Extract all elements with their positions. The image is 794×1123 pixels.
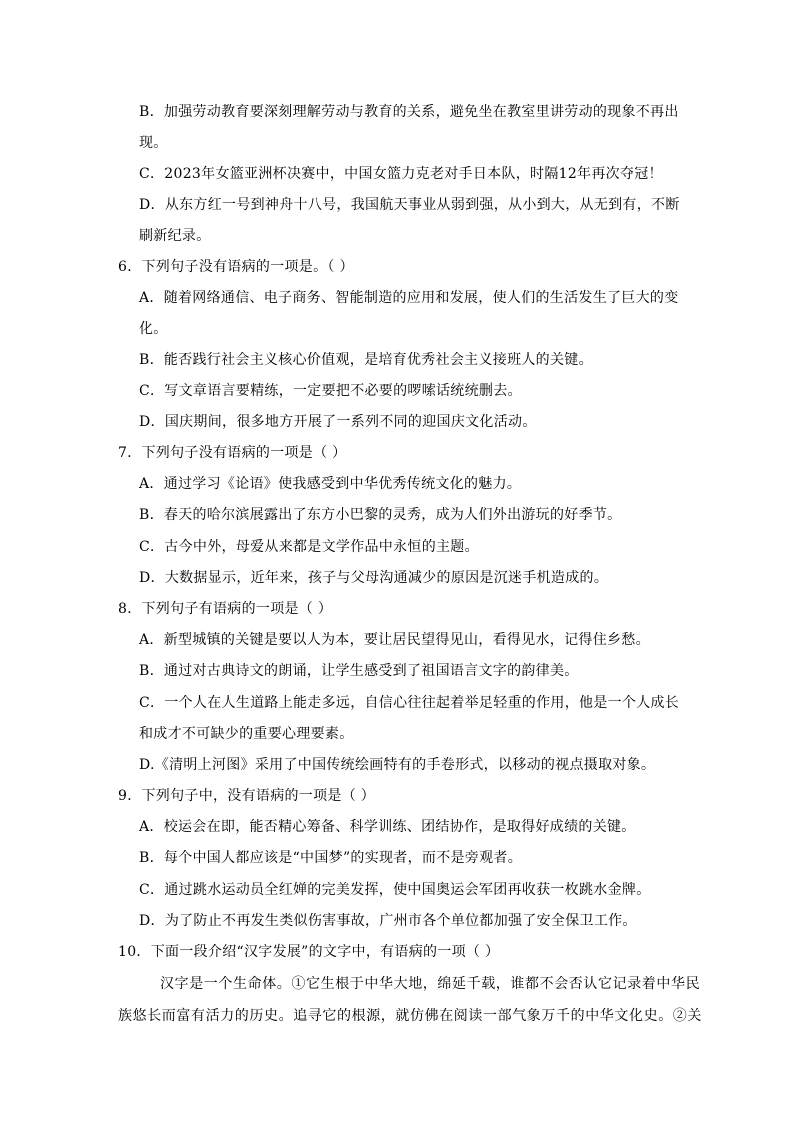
question-8: 8．下列句子有语病的一项是（ ） bbox=[118, 601, 333, 617]
q5-option-d-line2: 刷新纪录。 bbox=[139, 228, 211, 244]
q6-option-c: C．写文章语言要精练，一定要把不必要的啰嗦话统统删去。 bbox=[139, 383, 522, 399]
q6-option-a-line2: 化。 bbox=[139, 321, 168, 337]
q6-option-d: D．国庆期间，很多地方开展了一系列不同的迎国庆文化活动。 bbox=[139, 414, 537, 430]
q7-option-d: D．大数据显示，近年来，孩子与父母沟通减少的原因是沉迷手机造成的。 bbox=[139, 570, 609, 586]
q5-option-b-line1: B．加强劳动教育要深刻理解劳动与教育的关系，避免坐在教室里讲劳动的现象不再出 bbox=[139, 104, 679, 120]
q5-option-d-line1: D．从东方红一号到神舟十八号，我国航天事业从弱到强，从小到大，从无到有，不断 bbox=[139, 197, 680, 213]
q9-option-c: C．通过跳水运动员全红婵的完美发挥，使中国奥运会军团再收获一枚跳水金牌。 bbox=[139, 882, 651, 898]
q8-option-c-line1: C．一个人在人生道路上能走多远，自信心往往起着举足轻重的作用，他是一个人成长 bbox=[139, 695, 680, 711]
q7-option-c: C．古今中外，母爱从来都是文学作品中永恒的主题。 bbox=[139, 539, 479, 555]
q8-option-c-line2: 和成才不可缺少的重要心理要素。 bbox=[139, 726, 354, 742]
q5-option-c: C．2023年女篮亚洲杯决赛中，中国女篮力克老对手日本队，时隔12年再次夺冠！ bbox=[139, 166, 663, 182]
q7-option-b: B．春天的哈尔滨展露出了东方小巴黎的灵秀，成为人们外出游玩的好季节。 bbox=[139, 507, 622, 523]
question-7: 7．下列句子没有语病的一项是（ ） bbox=[118, 445, 347, 461]
q9-option-a: A．校运会在即，能否精心筹备、科学训练、团结协作，是取得好成绩的关键。 bbox=[139, 819, 636, 835]
q5-option-b-line2: 现。 bbox=[139, 135, 168, 151]
q8-option-a: A．新型城镇的关键是要以人为本，要让居民望得见山，看得见水，记得住乡愁。 bbox=[139, 632, 650, 648]
question-9: 9．下列句子中，没有语病的一项是（ ） bbox=[118, 788, 376, 804]
q6-option-a-line1: A．随着网络通信、电子商务、智能制造的应用和发展，使人们的生活发生了巨大的变 bbox=[139, 290, 679, 306]
question-10: 10．下面一段介绍“汉字发展”的文字中，有语病的一项（ ） bbox=[118, 944, 500, 960]
passage-line-1: 汉字是一个生命体。①它生根于中华大地，绵延千载，谁都不会否认它记录着中华民 bbox=[160, 976, 701, 992]
question-6: 6．下列句子没有语病的一项是。（ ） bbox=[118, 259, 354, 275]
q8-option-b: B．通过对古典诗文的朗诵，让学生感受到了祖国语言文字的韵律美。 bbox=[139, 663, 579, 679]
q8-option-d: D.《清明上河图》采用了中国传统绘画特有的手卷形式，以移动的视点摄取对象。 bbox=[139, 757, 656, 773]
q9-option-d: D．为了防止不再发生类似伤害事故，广州市各个单位都加强了安全保卫工作。 bbox=[139, 913, 637, 929]
q9-option-b: B．每个中国人都应该是“中国梦”的实现者，而不是旁观者。 bbox=[139, 850, 523, 866]
q7-option-a: A．通过学习《论语》使我感受到中华优秀传统文化的魅力。 bbox=[139, 476, 522, 492]
q6-option-b: B．能否践行社会主义核心价值观，是培育优秀社会主义接班人的关键。 bbox=[139, 352, 593, 368]
passage-line-2: 族悠长而富有活力的历史。追寻它的根源，就仿佛在阅读一部气象万千的中华文化史。②关 bbox=[118, 1008, 702, 1024]
